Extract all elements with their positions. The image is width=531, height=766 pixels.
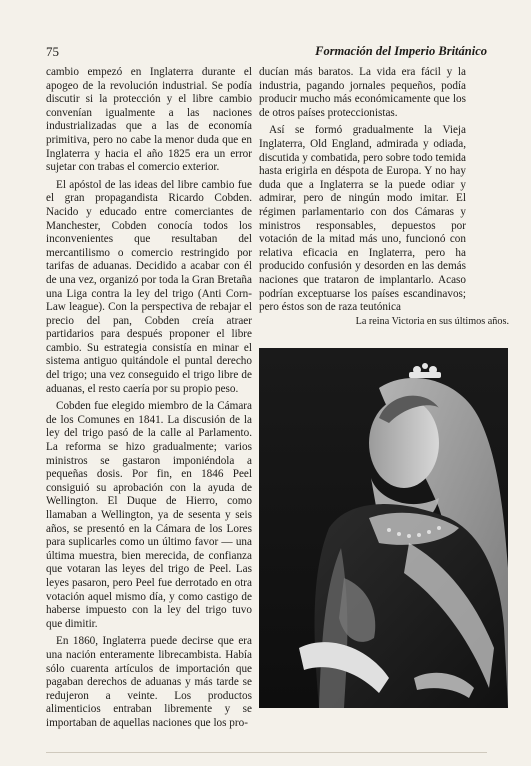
paragraph: El apóstol de las ideas del libre cambio fue el gran propagandista Ricardo Cobden. Nacido y educado entre comerciantes de Manchester, Cobden conocía todos los inconvenientes que resultaban del mercantilismo o comercio restringido por tarifas de aduanas. Decidido a acabar con él de una vez, organizó por toda la Gran Bretaña una Liga contra la ley del trigo (Anti Corn-Law league). Con la perspectiva de rebajar el precio del pan, Cobden creía atraer partidarios para después proponer el libre cambio. Su estrategia consistía en minar el sistema antiguo quitándole el puntal derecho del trigo; una vez conseguido el trigo libre de aduanas, el resto caería por su propio peso. [46,178,252,395]
page-number: 75 [46,44,59,59]
paragraph: En 1860, Inglaterra puede decirse que era una nación enteramente librecambista. Había sólo cuarenta artículos de importación que pagaban derechos de aduanas y más tarde se redujeron a veinte. Los productos alimenticios entraban libremente y se importaban de aquellas naciones que los pro- [46,635,252,729]
right-text-column [259,66,466,319]
bottom-rule [46,752,487,753]
page-header [46,44,487,60]
figure-caption: La reina Victoria en sus últimos años. [355,316,509,327]
portrait-photo [259,348,508,708]
running-title: Formación del Imperio Británico [315,44,487,58]
paragraph: ducían más baratos. La vida era fácil y la industria, pagando jornales pequeños, podía producir mucho más económicamente que los de otros países proteccionistas. [259,66,466,119]
paragraph: Cobden fue elegido miembro de la Cámara de los Comunes en 1841. La discusión de la ley del trigo pasó de la calle al Parlamento. La reforma se hizo gradualmente; varios ministros se gastaron imponiéndola a pequeñas dosis. Por fin, en 1846 Peel consiguió su aprobación con la ayuda de Wellington. El Duque de Hierro, como llamaban a Wellington, ya de sesenta y seis años, se presentó en la Cámara de los Lores para suplicarles como un último favor — una última muestra, bien merecida, de confianza que votaran las leyes del trigo de Peel. Las leyes pasaron, pero Peel fue derrotado en otra votación aquel mismo día, y como castigo de haberse impuesto con la ley del trigo tuvo que dimitir. [46,400,252,630]
paragraph: Así se formó gradualmente la Vieja Inglaterra, Old England, admirada y odiada, discutida y combatida, pero sobre todo temida hasta erigirla en déspota de Europa. Y no hay duda que a Inglaterra se la puede odiar y admirar, pero de ningún modo imitar. El régimen parlamentario con dos Cámaras y ministros responsables, depuestos por votación de la mitad más uno, funcionó con relativa eficacia en Inglaterra, pero ha producido confusión y desorden en las demás naciones que trataron de implantarlo. Acaso podrían exceptuarse los países escandinavos; pero éstos son de raza teutónica [259,124,466,314]
left-text-column [46,66,252,735]
paragraph: cambio empezó en Inglaterra durante el apogeo de la revolución industrial. Se podía discutir si la protección y el libre cambio convenían igualmente a las naciones industrializadas que a las de economía primitiva, pero no cabe la menor duda que en Inglaterra y hacia el año 1825 era un error sujetar con trabas el comercio exterior. [46,66,252,174]
